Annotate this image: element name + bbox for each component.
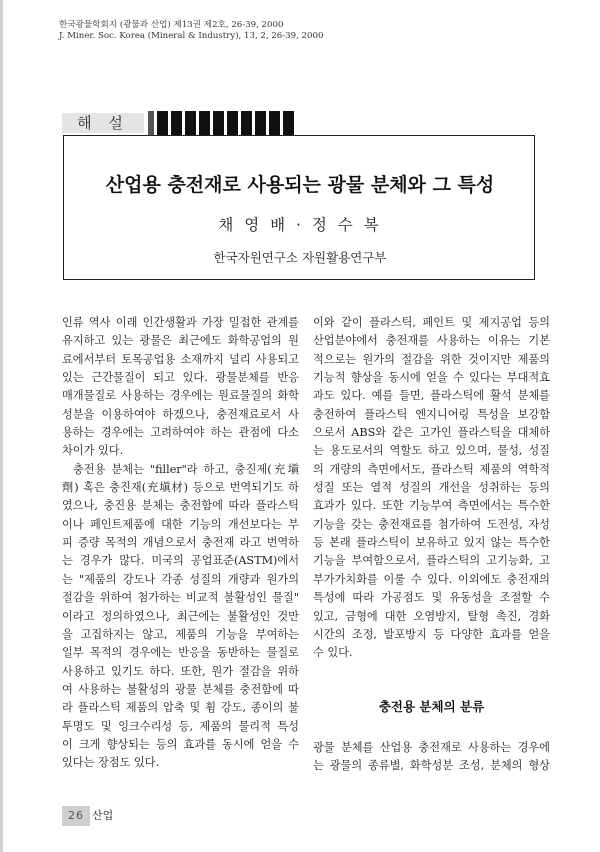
article-title: 산업용 충전재로 사용되는 광물 분체와 그 특성	[105, 174, 495, 196]
body-column-right-continued	[313, 739, 550, 776]
text-line: 있는 근간물질이 되고 있다. 광물분체를 반응	[62, 371, 299, 385]
text-line: 부가가치화를 이룰 수 있다. 이외에도 충전재의	[313, 572, 550, 586]
text-line: 일부 목적의 경우에는 반응을 동반하는 물질로	[62, 646, 299, 660]
text-line: 료에서부터 토목공업용 소재까지 널리 사용되고	[62, 352, 299, 366]
decorative-blocks	[148, 111, 294, 135]
text-line: 있고, 금형에 대한 오염방지, 탈형 촉진, 경화	[313, 609, 550, 623]
text-line: 는 "제품의 강도나 각종 성질의 개량과 원가의	[62, 572, 299, 586]
text-line: 피 증량 목적의 개념으로서 충전재 라고 번역하	[62, 536, 299, 550]
text-line: 을 고집하지는 않고, 제품의 기능을 부여하는	[62, 627, 299, 641]
text-line: 충전용 분체는 "filler"라 하고, 충진제(充塡	[73, 462, 299, 476]
section-label: 해 설	[62, 113, 144, 133]
text-line: 였으나, 충진용 분체는 충전함에 따라 플라스틱	[62, 499, 299, 513]
text-line: 기능을 부여함으로서, 플라스틱의 고기능화, 고	[313, 554, 550, 568]
text-line: 있다는 장점도 있다.	[62, 756, 160, 770]
text-line: 유지하고 있는 광물은 최근에도 화학공업의 원	[62, 334, 299, 348]
text-line: 과도 있다. 예를 들면, 플라스틱에 활석 분체를	[313, 389, 550, 403]
text-line: 劑) 혹은 충진재(充塡材) 등으로 번역되기도 하	[62, 481, 299, 495]
text-line: 충전하여 플라스틱 엔지니어링 특성을 보강함	[313, 407, 550, 421]
text-line: 성분을 이용하여야 하겠으나, 충전재료로서 사	[62, 407, 299, 421]
text-line: 용하는 경우에는 고려하여야 하는 관점에 다소	[62, 426, 299, 440]
body-column-right	[313, 314, 550, 663]
text-line: 산업분야에서 충전재를 사용하는 이유는 기본	[313, 334, 550, 348]
text-line: 이라고 정의하였으나, 최근에는 불활성인 것만	[62, 609, 299, 623]
text-line: 이나 페인트제품에 대한 기능의 개선보다는 부	[62, 517, 299, 531]
text-line: 의 개량의 측면에서도, 플라스틱 제품의 역학적	[313, 462, 550, 476]
text-line: 시간의 조정, 발포방지 등 다양한 효과를 얻을	[313, 627, 550, 641]
text-line: 광물 분체를 산업용 충전재로 사용하는 경우에	[313, 741, 550, 754]
text-line: 매개물질로 사용하는 경우에는 원료물질의 화학	[62, 389, 299, 403]
journal-citation-english: J. Miner. Soc. Korea (Mineral & Industry), 13, 2, 26-39, 2000	[59, 31, 324, 41]
page-footer	[62, 806, 113, 826]
section-tag	[62, 111, 310, 135]
scan-edge	[0, 0, 3, 852]
text-line: 으로서 ABS와 같은 고가인 플라스틱을 대체하	[313, 426, 550, 440]
text-line: 기능을 갖는 충전재료를 첨가하여 도전성, 자성	[313, 517, 550, 531]
journal-header	[59, 20, 323, 42]
text-line: 이와 같이 플라스틱, 페인트 및 제지공업 등의	[313, 316, 550, 329]
text-line: 수 있다.	[313, 646, 353, 660]
text-line: 등 본래 플라스틱이 보유하고 있지 않는 특수한	[313, 536, 550, 550]
magazine-name: 산업	[92, 809, 114, 822]
text-line: 투명도 및 잉크수리성 등, 제품의 물리적 특성	[62, 719, 299, 733]
text-line: 는 광물의 종류별, 화학성분 조성, 분체의 형상	[313, 759, 550, 773]
text-line: 효과가 있다. 또한 기능부여 측면에서는 특수한	[313, 499, 550, 513]
text-line: 는 경우가 많다. 미국의 공업표준(ASTM)에서	[62, 554, 299, 568]
text-line: 여 사용하는 불활성의 광물 분체를 충전함에 따	[62, 682, 299, 696]
journal-citation-korean: 한국광물학회지 (광물과 산업) 제13권 제2호, 26-39, 2000	[59, 20, 284, 30]
text-line: 차이가 있다.	[62, 444, 124, 458]
text-line: 인류 역사 이래 인간생활과 가장 밀접한 관계를	[62, 316, 299, 329]
article-authors: 채 영 배 · 정 수 복	[218, 216, 382, 234]
text-line: 기능적 향상을 동시에 얻을 수 있다는 부대적효	[313, 371, 550, 385]
page-number: 26	[62, 806, 90, 826]
body-column-left	[62, 314, 299, 773]
text-line: 성질 또는 열적 성질의 개선을 성취하는 등의	[313, 481, 550, 495]
section-heading: 충전용 분체의 분류	[378, 699, 485, 714]
author-affiliation: 한국자원연구소 자원활용연구부	[213, 250, 387, 265]
text-line: 사용하고 있기도 하다. 또한, 원가 절감을 위하	[62, 664, 299, 678]
text-line: 절감을 위하여 첨가하는 비교적 불활성인 물질"	[62, 591, 299, 605]
text-line: 라 플라스틱 제품의 압축 및 휨 강도, 종이의 불	[62, 701, 299, 715]
text-line: 특성에 따라 가공점도 및 유동성을 조절할 수	[313, 591, 550, 605]
text-line: 이 크게 향상되는 등의 효과를 동시에 얻을 수	[62, 737, 299, 751]
text-line: 적으로는 원가의 절감을 위한 것이지만 제품의	[313, 352, 550, 366]
text-line: 는 용도로서의 역할도 하고 있으며, 물성, 성질	[313, 444, 550, 458]
